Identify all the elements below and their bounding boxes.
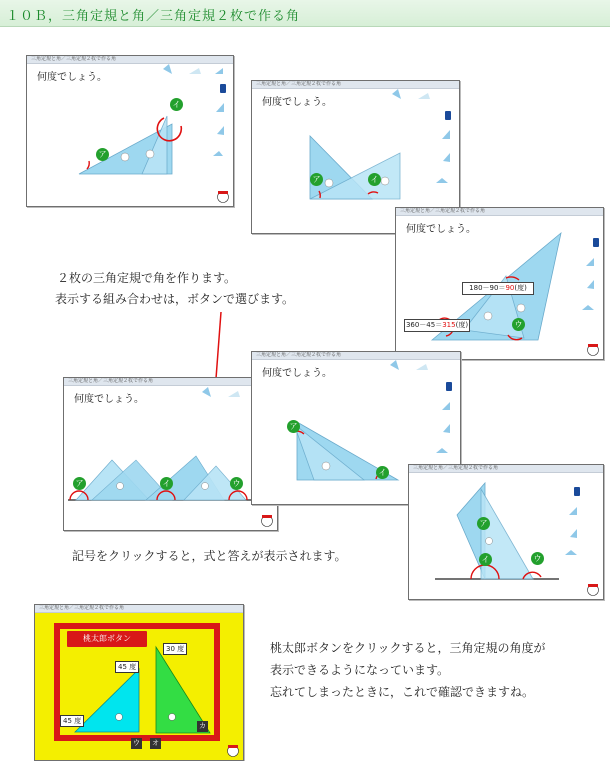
formula-1-prefix: 180－90＝	[469, 284, 506, 292]
screenshot-3	[395, 207, 604, 360]
triangles-canvas	[35, 605, 243, 760]
momotaro-button-icon[interactable]	[586, 343, 600, 356]
tool-icons	[565, 487, 580, 555]
screenshot-4	[63, 377, 278, 531]
label-i[interactable]: イ	[376, 466, 389, 479]
ruler-button-icon[interactable]	[215, 68, 223, 74]
label-ka[interactable]: カ	[199, 722, 206, 730]
ruler-button-icon[interactable]	[442, 130, 450, 139]
ruler-button-icon[interactable]	[217, 126, 224, 135]
question-text: 何度でしょう。	[406, 224, 476, 235]
screenshot-6	[408, 464, 604, 600]
label-a[interactable]: ア	[96, 148, 109, 161]
angle-label-30: 30 度	[163, 643, 187, 655]
description-3-line-1: 桃太郎ボタンをクリックすると，三角定規の角度が	[270, 641, 546, 655]
label-a[interactable]: ア	[287, 420, 300, 433]
ruler-button-icon[interactable]	[565, 550, 577, 555]
page-header	[0, 0, 610, 27]
label-i[interactable]: イ	[479, 553, 492, 566]
screenshot-7	[34, 604, 244, 761]
window-titlebar: 三角定規と角／三角定規２枚で作る角	[35, 605, 243, 613]
ruler-button-icon[interactable]	[213, 151, 223, 156]
ruler-button-icon[interactable]	[586, 258, 594, 266]
ruler-button-icon[interactable]	[228, 391, 240, 397]
ruler-button-icon[interactable]	[163, 64, 172, 74]
page-title: １０Ｂ，三角定規と角／三角定規２枚で作る角	[6, 9, 301, 24]
formula-2-prefix: 360－45＝	[405, 321, 443, 329]
label-i[interactable]: イ	[160, 477, 173, 490]
label-a[interactable]: ア	[477, 517, 490, 530]
ruler-button-icon[interactable]	[587, 280, 594, 289]
description-3	[270, 637, 546, 703]
ruler-hole	[202, 483, 209, 490]
angle-arc-a[interactable]	[87, 161, 89, 169]
question-text: 何度でしょう。	[74, 394, 144, 405]
window-titlebar: 三角定規と角／三角定規２枚で作る角	[396, 208, 603, 216]
pencil-icon[interactable]	[220, 84, 226, 93]
momotaro-button-icon[interactable]	[260, 514, 274, 527]
momotaro-button-icon[interactable]	[586, 583, 600, 596]
triangles-canvas	[409, 465, 603, 599]
label-a[interactable]: ア	[310, 173, 323, 186]
label-u[interactable]: ウ	[230, 477, 243, 490]
window-titlebar: 三角定規と角／三角定規２枚で作る角	[64, 378, 277, 386]
ruler-hole	[146, 150, 154, 158]
angle-label-45-top: 45 度	[115, 661, 139, 673]
ruler-button-icon[interactable]	[189, 68, 201, 74]
ruler-button-icon[interactable]	[418, 93, 430, 99]
tool-icons	[390, 360, 452, 453]
pencil-icon[interactable]	[445, 111, 451, 120]
ruler-button-icon[interactable]	[569, 507, 577, 515]
ruler-hole	[486, 538, 493, 545]
label-a[interactable]: ア	[73, 477, 86, 490]
formula-box-2	[404, 319, 470, 332]
question-text: 何度でしょう。	[37, 72, 107, 83]
triangle-ruler-45	[75, 669, 139, 732]
screenshot-1	[26, 55, 234, 207]
triangles-canvas	[64, 378, 277, 530]
momotaro-button-icon[interactable]	[226, 744, 240, 757]
window-titlebar: 三角定規と角／三角定規２枚で作る角	[409, 465, 603, 473]
formula-box-1	[462, 282, 534, 295]
tool-icons	[392, 89, 451, 183]
ruler-button-icon[interactable]	[416, 364, 428, 370]
formula-2-unit: (度)	[455, 321, 469, 329]
description-2-line-1: 記号をクリックすると，式と答えが表示されます。	[72, 549, 347, 563]
ruler-button-icon[interactable]	[436, 178, 448, 183]
formula-1-value: 90	[505, 284, 515, 292]
ruler-button-icon[interactable]	[392, 89, 401, 99]
pencil-icon[interactable]	[574, 487, 580, 496]
window-titlebar: 三角定規と角／三角定規２枚で作る角	[252, 81, 459, 89]
ruler-hole	[116, 714, 123, 721]
ruler-hole	[117, 483, 124, 490]
description-1-line-2: 表示する組み合わせは，ボタンで選びます。	[55, 292, 295, 306]
label-o[interactable]: オ	[152, 739, 159, 747]
window-titlebar: 三角定規と角／三角定規２枚で作る角	[27, 56, 233, 64]
ruler-button-icon[interactable]	[216, 103, 224, 112]
ruler-button-icon[interactable]	[582, 305, 594, 310]
ruler-button-icon[interactable]	[443, 153, 450, 162]
question-text: 何度でしょう。	[262, 97, 332, 108]
tool-icons	[582, 238, 599, 310]
description-3-line-2: 表示できるようになっています。	[270, 663, 450, 677]
ruler-hole	[381, 177, 389, 185]
triangles-canvas	[27, 56, 233, 206]
ruler-button-icon[interactable]	[570, 529, 577, 538]
window-titlebar: 三角定規と角／三角定規２枚で作る角	[252, 352, 460, 360]
ruler-hole	[322, 462, 330, 470]
ruler-hole	[484, 312, 492, 320]
label-u[interactable]: ウ	[512, 318, 525, 331]
momotaro-title-badge: 桃太郎ボタン	[65, 629, 149, 649]
ruler-hole	[325, 179, 333, 187]
pencil-icon[interactable]	[446, 382, 452, 391]
momotaro-button-icon[interactable]	[216, 190, 230, 203]
description-3-line-3: 忘れてしまったときに，これで確認できますね。	[270, 685, 535, 699]
description-1-line-1: ２枚の三角定規で角を作ります。	[57, 271, 237, 285]
description-2	[72, 546, 347, 567]
ruler-button-icon[interactable]	[443, 424, 450, 433]
label-i[interactable]: イ	[170, 98, 183, 111]
ruler-button-icon[interactable]	[202, 387, 211, 397]
label-u[interactable]: ウ	[133, 739, 140, 747]
angle-label-45-bottom: 45 度	[60, 715, 84, 727]
question-text: 何度でしょう。	[262, 368, 332, 379]
pencil-icon[interactable]	[593, 238, 599, 247]
label-u[interactable]: ウ	[531, 552, 544, 565]
formula-1-unit: (度)	[514, 284, 527, 292]
ruler-hole	[517, 304, 525, 312]
ruler-hole	[169, 714, 176, 721]
ruler-button-icon[interactable]	[436, 448, 448, 453]
formula-2-value: 315	[442, 321, 456, 329]
ruler-button-icon[interactable]	[442, 402, 450, 410]
ruler-hole	[121, 153, 129, 161]
label-i[interactable]: イ	[368, 173, 381, 186]
description-1	[55, 268, 294, 310]
ruler-button-icon[interactable]	[390, 360, 399, 370]
